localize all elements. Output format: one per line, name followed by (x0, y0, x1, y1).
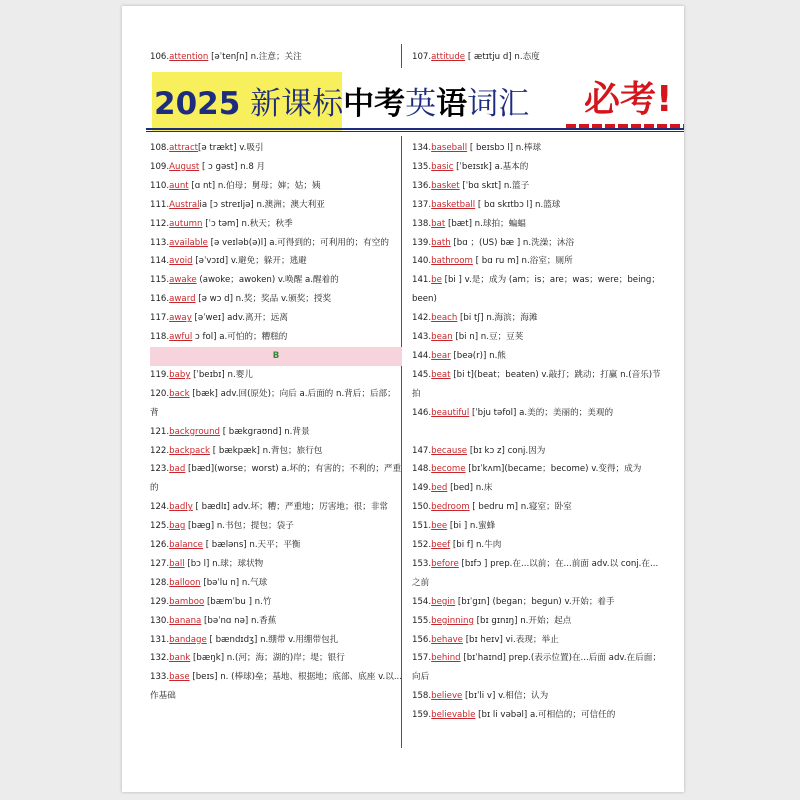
vocab-entry (412, 177, 664, 196)
entry-word: award (169, 294, 196, 305)
vocab-entry (150, 158, 402, 177)
entry-number: 121. (150, 426, 170, 437)
entry-number: 148. (412, 464, 432, 475)
entry-number: 108. (150, 143, 170, 153)
vocab-entry (150, 649, 402, 668)
vocab-entry (412, 158, 664, 177)
entry-definition: [ ɔ gəst] n.8 月 (199, 161, 266, 172)
entry-number: 112. (150, 218, 170, 229)
entry-definition: [bi tʃ] n.海滨；海滩 (457, 313, 538, 324)
entry-definition: [ bændɪdʒ] n.绷带 v.用绷带包扎 (206, 634, 339, 645)
entry-word: begin (431, 596, 456, 607)
entry-definition: [bɪ li vəbəl] a.可相信的；可信任的 (475, 710, 616, 721)
vocab-entry (150, 612, 402, 631)
entry-number: 110. (150, 180, 170, 191)
blank-line (412, 423, 664, 442)
entry-definition: [ bækpæk] n.背包；旅行包 (210, 445, 323, 456)
entry-definition: [ə trækt] v.吸引 (198, 143, 264, 153)
entry-word: beach (431, 313, 458, 324)
vocab-entry (412, 555, 664, 593)
entry-definition: [bɪˈli v] v.相信；认为 (462, 691, 549, 702)
entry-word: available (169, 237, 208, 248)
entry-word: believe (431, 691, 463, 702)
vocab-entry (150, 574, 402, 593)
entry-definition: [ bedru m] n.寝室；卧室 (469, 502, 572, 513)
vocab-entry (412, 460, 664, 479)
entry-number: 118. (150, 332, 170, 343)
entry-word: beautiful (431, 407, 470, 418)
vocab-entry (150, 215, 402, 234)
vocab-entry (412, 234, 664, 253)
entry-number: 151. (412, 521, 432, 532)
entry-word: attract (169, 143, 199, 153)
entry-number: 122. (150, 445, 170, 456)
entry-number: 115. (150, 275, 170, 286)
entry-word: backpack (169, 445, 210, 456)
entry-word: bank (169, 653, 191, 664)
entry-definition: [bæmˈbu ] n.竹 (204, 596, 272, 607)
vocab-entry (150, 252, 402, 271)
entry-number: 127. (150, 558, 170, 569)
vocab-entry (150, 460, 402, 498)
vocab-entry (412, 706, 664, 725)
entry-definition: [ˈbeɪsɪk] a.基本的 (453, 161, 529, 172)
entry-definition: [bəˈnɑ nə] n.香蕉 (201, 615, 277, 626)
entry-word: bamboo (169, 596, 205, 607)
entry-word: baby (169, 369, 191, 380)
entry-number: 144. (412, 350, 432, 361)
vocab-entry (412, 593, 664, 612)
entry-definition: [əˈvɔɪd] v.避免；躲开；逃避 (192, 256, 307, 267)
vocab-entry (150, 234, 402, 253)
entry-word: bat (431, 218, 446, 229)
vocab-entry (412, 139, 664, 158)
entry-definition: [ə veɪləb(ə)l] a.可得到的；可利用的；有空的 (207, 237, 389, 248)
entry-number: 159. (412, 710, 432, 721)
entry-number: 154. (412, 596, 432, 607)
entry-number: 126. (150, 540, 170, 551)
vocab-entry (412, 536, 664, 555)
entry-number: 150. (412, 502, 432, 513)
entry-number: 132. (150, 653, 170, 664)
entry-word: because (431, 445, 468, 456)
entry-definition: [bɪˈhaɪnd] prep.(表示位置)在...后面 adv.在后面；向后 (412, 653, 661, 683)
entry-number: 145. (412, 369, 432, 380)
entry-number: 149. (412, 483, 432, 494)
entry-number: 114. (150, 256, 170, 267)
entry-definition: [ə wɔ d] n.奖；奖品 v.颁奖；授奖 (195, 294, 332, 305)
entry-definition: [bi f] n.牛肉 (450, 540, 502, 551)
entry-word: beginning (431, 615, 474, 626)
entry-number: 156. (412, 634, 432, 645)
entry-word: autumn (169, 218, 203, 229)
vocab-entry (412, 517, 664, 536)
entry-definition: [ bɑ skɪtbɔ l] n.篮球 (475, 199, 561, 210)
entry-word: beat (431, 369, 451, 380)
vocab-entry (150, 385, 402, 423)
entry-definition: [bɑ ；(US) bæ ] n.洗澡；沐浴 (450, 237, 575, 248)
vocab-entry (412, 479, 664, 498)
entry-definition: [bɪ gɪnɪŋ] n.开始；起点 (473, 615, 572, 626)
entry-attitude: 107.attitude [ ætɪtju d] n.态度 (412, 52, 540, 62)
entry-number: 123. (150, 464, 170, 475)
vocab-entry (150, 177, 402, 196)
entry-definition: [bæd](worse；worst) a.坏的；有害的；不利的；严重的 (150, 464, 402, 494)
entry-number: 157. (412, 653, 432, 664)
entry-word: basic (431, 161, 454, 172)
entry-number: 119. (150, 369, 170, 380)
entry-word: awful (169, 332, 193, 343)
entry-number: 137. (412, 199, 432, 210)
entry-word: balloon (169, 577, 201, 588)
vocab-entry (150, 139, 402, 158)
vocab-entry (412, 196, 664, 215)
column-divider-top (401, 44, 402, 68)
entry-word: avoid (169, 256, 193, 267)
entry-word: bath (431, 237, 451, 248)
entry-number: 135. (412, 161, 432, 172)
entry-definition: ia [ɔ streɪljə] n.澳洲；澳大利亚 (199, 199, 325, 210)
banner-title: 2025 新课标中考英语词汇 (154, 86, 530, 122)
entry-word: base (169, 672, 190, 683)
vocab-entry (150, 668, 402, 706)
entry-definition: [bɪˈkʌm](became；become) v.变得；成为 (465, 464, 642, 475)
entry-word: bee (431, 521, 448, 532)
entry-definition: [bæt] n.球拍；蝙蝠 (445, 218, 526, 229)
entry-word: Austral (169, 199, 200, 210)
vocab-entry (412, 366, 664, 404)
entry-definition: [bi t](beat；beaten) v.敲打；跳动；打赢 n.(音乐)节拍 (412, 369, 661, 399)
entry-number: 152. (412, 540, 432, 551)
entry-number: 125. (150, 521, 170, 532)
entry-definition: [bi n] n.豆；豆荚 (452, 332, 524, 343)
entry-number: 131. (150, 634, 170, 645)
vocab-entry (150, 309, 402, 328)
entry-word: behind (431, 653, 461, 664)
entry-number: 111. (150, 199, 170, 210)
entry-word: bean (431, 332, 453, 343)
entry-number: 146. (412, 407, 432, 418)
left-column (150, 139, 402, 706)
entry-definition: [ bæləns] n.天平；平衡 (202, 540, 301, 551)
vocab-entry (150, 290, 402, 309)
vocab-entry (150, 536, 402, 555)
word-attitude: attitude (431, 52, 466, 62)
entry-word: bedroom (431, 502, 470, 513)
entry-definition: [əˈweɪ] adv.离开；远离 (191, 313, 288, 324)
entry-definition: [bəˈlu n] n.气球 (200, 577, 268, 588)
vocab-entry (150, 196, 402, 215)
banner-rule (146, 128, 684, 130)
vocab-entry (412, 498, 664, 517)
entry-word: badly (169, 502, 193, 513)
entry-definition: [bæŋk] n.(河；海；湖的)岸；堤；银行 (190, 653, 345, 664)
entry-word: become (431, 464, 466, 475)
vocab-entry (150, 442, 402, 461)
entry-number: 138. (412, 218, 432, 229)
vocab-entry (412, 631, 664, 650)
entry-word: bag (169, 521, 186, 532)
right-column (412, 139, 664, 725)
entry-definition: [ bædlɪ] adv.坏；糟；严重地；厉害地；很；非常 (192, 502, 388, 513)
banner-rule-thin (146, 131, 684, 132)
entry-number: 134. (412, 143, 432, 153)
vocab-entry (412, 309, 664, 328)
entry-word: beef (431, 540, 451, 551)
vocab-entry (150, 498, 402, 517)
section-header-b: B (150, 347, 402, 366)
entry-word: aunt (169, 180, 189, 191)
vocab-entry (150, 555, 402, 574)
vocab-entry (150, 517, 402, 536)
vocab-entry (150, 631, 402, 650)
document-page (122, 6, 684, 792)
entry-number: 129. (150, 596, 170, 607)
entry-definition: [ bækgraʊnd] n.背景 (219, 426, 310, 437)
vocab-entry (412, 612, 664, 631)
vocab-entry (150, 271, 402, 290)
entry-word: bad (169, 464, 186, 475)
entry-definition: [ bɑ ru m] n.浴室；厕所 (472, 256, 573, 267)
entry-definition: [bɔ l] n.球；球状物 (184, 558, 264, 569)
vocab-entry (412, 442, 664, 461)
entry-word: before (431, 558, 459, 569)
vocab-entry (412, 687, 664, 706)
vocab-entry (412, 252, 664, 271)
entry-word: baseball (431, 143, 468, 153)
entry-definition: [bɪfɔ ] prep.在...以前；在...前面 adv.以 conj.在...之前 (412, 558, 659, 588)
vocab-entry (150, 366, 402, 385)
entry-word: ball (169, 558, 185, 569)
entry-definition: [bed] n.床 (447, 483, 493, 494)
entry-number: 139. (412, 237, 432, 248)
entry-definition: [bɪ heɪv] vi.表现；举止 (462, 634, 559, 645)
entry-definition: ɔ fol] a.可怕的；糟糕的 (192, 332, 288, 343)
word-attention: attention (169, 52, 209, 62)
vocab-entry (412, 215, 664, 234)
vocab-entry (412, 328, 664, 347)
entry-word: basketball (431, 199, 476, 210)
entry-word: awake (169, 275, 197, 286)
entry-number: 140. (412, 256, 432, 267)
vocab-entry (412, 649, 664, 687)
entry-number: 133. (150, 672, 170, 683)
entry-word: be (431, 275, 442, 286)
entry-definition: [ɑ nt] n.伯母；舅母；婶；姑；姨 (188, 180, 321, 191)
entry-definition: [bi ] v.是；成为 (am；is；are；was；were；being；been) (412, 275, 660, 305)
title-banner (146, 70, 684, 132)
vocab-entry (150, 593, 402, 612)
entry-definition: [ˈɔ təm] n.秋天；秋季 (202, 218, 293, 229)
entry-word: bandage (169, 634, 207, 645)
entry-number: 141. (412, 275, 432, 286)
entry-definition: [beə(r)] n.熊 (450, 350, 506, 361)
entry-definition: [bæk] adv.回(原处)；向后 a.后面的 n.背后；后部；背 (150, 388, 396, 418)
entry-number: 116. (150, 294, 170, 305)
entry-number: 142. (412, 313, 432, 324)
entry-word: believable (431, 710, 476, 721)
entry-number: 109. (150, 161, 170, 172)
entry-definition: [ˈbeɪbɪ] n.婴儿 (190, 369, 253, 380)
entry-definition: (awoke；awoken) v.唤醒 a.醒着的 (196, 275, 339, 286)
entry-number: 153. (412, 558, 432, 569)
entry-word: bathroom (431, 256, 473, 267)
entry-number: 158. (412, 691, 432, 702)
entry-number: 147. (412, 445, 432, 456)
entry-definition: [ˈbju təfol] a.美的；美丽的；美观的 (469, 407, 614, 418)
entry-number: 130. (150, 615, 170, 626)
vocab-entry (412, 347, 664, 366)
entry-number: 128. (150, 577, 170, 588)
vocab-entry (150, 423, 402, 442)
entry-word: back (169, 388, 190, 399)
entry-word: August (169, 161, 200, 172)
entry-definition: [ beɪsbɔ l] n.棒球 (467, 143, 542, 153)
entry-number: 155. (412, 615, 432, 626)
entry-definition: [bɪˈgɪn] (began；begun) v.开始；着手 (455, 596, 615, 607)
entry-word: away (169, 313, 192, 324)
entry-definition: [bæg] n.书包；提包；袋子 (185, 521, 294, 532)
entry-word: balance (169, 540, 203, 551)
entry-definition: [ˈbɑ skɪt] n.篮子 (459, 180, 530, 191)
vocab-entry (412, 404, 664, 423)
entry-number: 136. (412, 180, 432, 191)
entry-number: 143. (412, 332, 432, 343)
entry-word: bear (431, 350, 451, 361)
entry-number: 120. (150, 388, 170, 399)
entry-definition: [bi ] n.蜜蜂 (447, 521, 496, 532)
entry-attention: 106.attention [əˈtenʃn] n.注意；关注 (150, 52, 302, 62)
entry-word: banana (169, 615, 202, 626)
entry-number: 113. (150, 237, 170, 248)
entry-word: basket (431, 180, 460, 191)
vocab-entry (150, 328, 402, 347)
entry-word: background (169, 426, 220, 437)
entry-word: behave (431, 634, 463, 645)
vocab-entry (412, 271, 664, 309)
entry-number: 124. (150, 502, 170, 513)
entry-definition: [bɪ kɔ z] conj.因为 (467, 445, 546, 456)
entry-number: 117. (150, 313, 170, 324)
entry-definition: [beɪs] n. (棒球)垒；基地、根据地；底部、底座 v.以...作基础 (150, 672, 403, 702)
entry-word: bed (431, 483, 448, 494)
banner-must-label: 必考! (584, 79, 673, 120)
